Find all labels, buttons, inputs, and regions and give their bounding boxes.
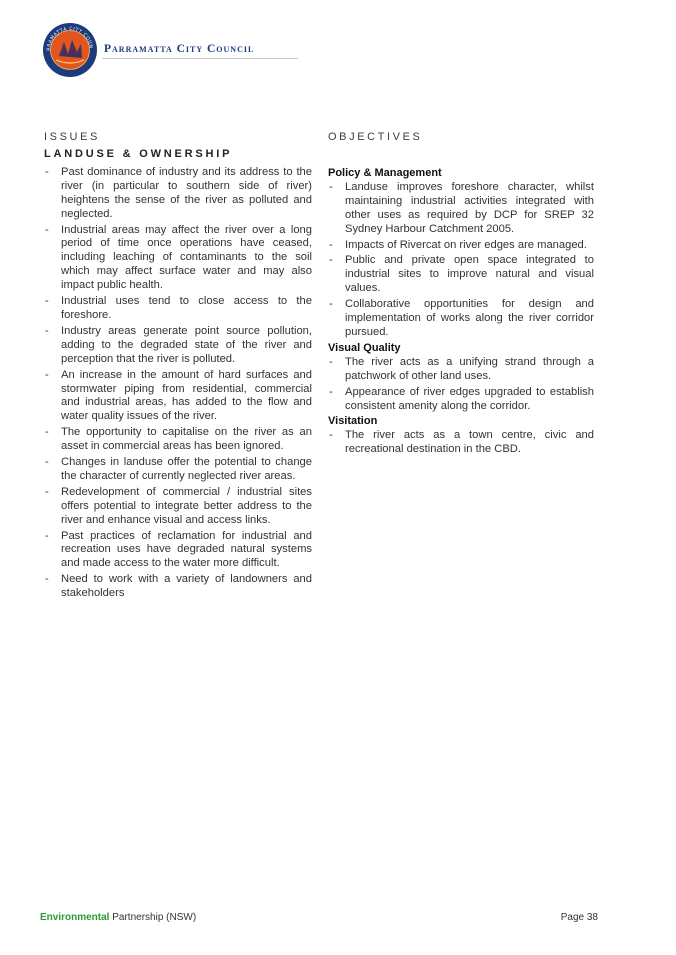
list-item [44,486,312,528]
bullet-dash: - [45,165,49,178]
list-item-text: Public and private open space integrated to industrial sites to improve natural and visual values. [345,254,594,295]
objective-list [328,181,594,340]
list-item [44,325,312,367]
list-item-text: Appearance of river edges upgraded to establish consistent amenity along the corridor. [345,385,594,412]
list-item-text: The river acts as a town centre, civic and recreational destination in the CBD. [345,429,594,456]
bullet-dash: - [329,180,333,193]
objective-group-heading: Visual Quality [328,341,401,354]
bullet-dash: - [329,298,333,311]
list-item [328,386,594,414]
list-item-text: Industrial areas may affect the river over a long period of time once operations have ceased, including leaching of contaminants to the soil which may affect surface water and may also impact public health. [61,223,312,292]
list-item [44,456,312,484]
footer-org-rest: Partnership (NSW) [109,912,197,923]
list-item [328,356,594,384]
list-item [44,573,312,601]
objective-list [328,429,594,457]
list-item-text: Landuse improves foreshore character, whilst maintaining industrial activities integrated with other uses as required by DCP for SREP 32 Sydney Harbour Catchment 2005. [345,180,594,235]
landuse-ownership-heading: LANDUSE & OWNERSHIP [44,148,233,160]
svg-text:PARRAMATTA CITY COUNCIL: RRAMATTA CITY COUN [46,26,94,52]
objective-group-heading: Policy & Management [328,167,442,179]
list-item-text: Industry areas generate point source pollution, adding to the degraded state of the river and perception that the river is polluted. [61,324,312,365]
bullet-dash: - [329,254,333,267]
list-item-text: Redevelopment of commercial / industrial sites offers potential to integrate better address to the river and enhance visual and access links. [61,485,312,526]
list-item [44,295,312,323]
list-item-text: Collaborative opportunities for design and implementation of works along the river corridor pursued. [345,298,594,338]
footer-org-highlight: Environmental [40,912,110,923]
bullet-dash: - [45,324,49,337]
list-item [328,429,594,457]
list-item-text: An increase in the amount of hard surfaces and stormwater piping from residential, commercial and industrial areas, has added to the flow and water quality issues of the river. [61,368,312,423]
bullet-dash: - [45,223,49,236]
list-item [44,224,312,294]
bullet-dash: - [329,385,333,398]
page-header [42,22,282,82]
bullet-dash: - [45,456,49,469]
bullet-dash: - [45,368,49,381]
bullet-dash: - [329,355,333,368]
page-footer [40,912,598,923]
list-item [328,298,594,340]
page-number: Page 38 [560,912,598,923]
objective-list [328,356,594,414]
bullet-dash: - [45,485,49,498]
list-item-text: Changes in landuse offer the potential to change the character of currently neglected river areas. [61,456,312,482]
issues-title: ISSUES [44,131,100,143]
list-item-text: Industrial uses tend to close access to the foreshore. [61,295,312,321]
list-item-text: Impacts of Rivercat on river edges are managed. [345,238,587,251]
list-item [44,369,312,425]
bullet-dash: - [45,573,49,586]
list-item [328,239,594,253]
council-seal-icon [42,22,98,78]
list-item [328,254,594,296]
list-item-text: The river acts as a unifying strand through a patchwork of other land uses. [345,355,594,382]
bullet-dash: - [45,529,49,542]
council-name: Parramatta City Council [104,43,255,55]
list-item-text: Past practices of reclamation for industrial and recreation uses have degraded natural systems and made access to the water more difficult. [61,529,312,570]
issues-column [44,131,312,603]
list-item [44,166,312,222]
objective-groups [328,167,594,457]
list-item [328,181,594,237]
list-item-text: Need to work with a variety of landowners and stakeholders [61,573,312,600]
objectives-title: OBJECTIVES [328,131,423,143]
bullet-dash: - [45,295,49,308]
issues-list [44,166,312,601]
list-item-text: The opportunity to capitalise on the river as an asset in commercial areas has been ignored. [61,426,312,453]
objectives-column [328,131,594,459]
list-item [44,530,312,572]
objective-group-heading: Visitation [328,415,378,428]
bullet-dash: - [329,238,333,251]
list-item-text: Past dominance of industry and its address to the river (in particular to southern side of river) heightens the sense of the river as polluted and neglected. [61,165,312,220]
bullet-dash: - [329,429,333,442]
bullet-dash: - [45,426,49,439]
list-item [44,426,312,454]
header-rule [102,58,298,59]
